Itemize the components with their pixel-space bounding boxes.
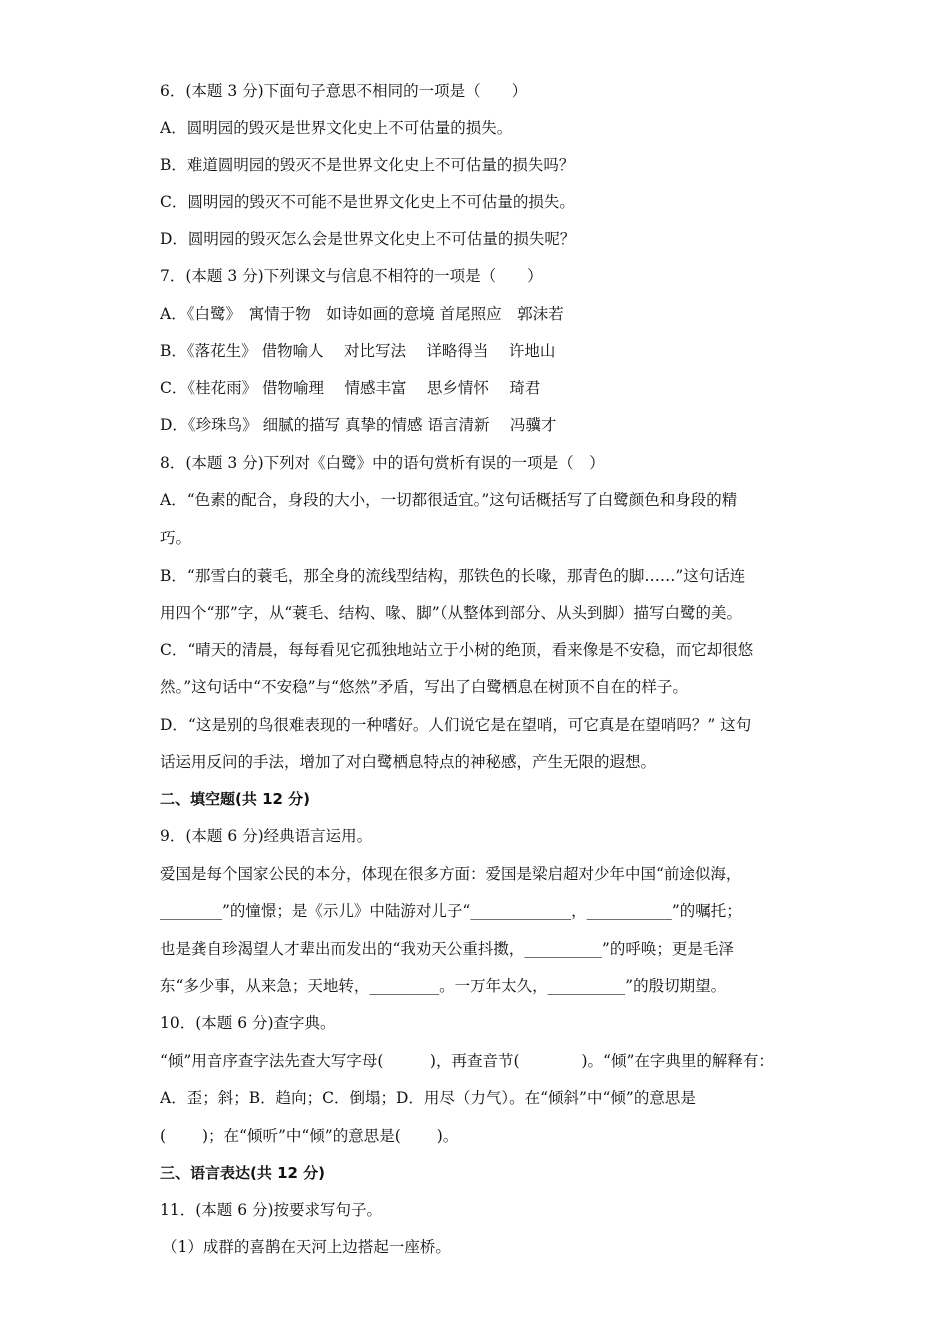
question-9-body-line-3: 也是龚自珍渴望人才辈出而发出的“我劝天公重抖擞，__________”的呼唤；更是毛泽 [160,940,734,958]
question-7-stem: 7．(本题 3 分)下列课文与信息不相符的一项是（ ） [160,267,543,285]
question-8-option-d-line-2: 话运用反问的手法，增加了对白鹭栖息特点的神秘感，产生无限的遐想。 [160,753,657,771]
section-2-heading: 二、填空题(共 12 分) [160,790,311,808]
question-8-option-c-line-1: C．“晴天的清晨，每每看见它孤独地站立于小树的绝顶，看来像是不安稳，而它却很悠 [160,641,754,659]
question-8-option-b-line-2: 用四个“那”字，从“蓑毛、结构、喙、脚”（从整体到部分、从头到脚）描写白鹭的美。 [160,604,742,622]
question-11-item-1: （1）成群的喜鹊在天河上边搭起一座桥。 [162,1238,451,1256]
question-6-option-a: A．圆明园的毁灭是世界文化史上不可估量的损失。 [160,119,513,137]
question-10-stem: 10．(本题 6 分)查字典。 [160,1014,336,1032]
question-7-option-c: C．《桂花雨》 借物喻理 情感丰富 思乡情怀 琦君 [160,379,541,397]
question-9-body-line-4: 东“多少事，从来急；天地转，_________。一万年太久，__________”的殷切期望。 [160,977,727,995]
question-8-option-c-line-2: 然。”这句话中“不安稳”与“悠然”矛盾，写出了白鹭栖息在树顶不自在的样子。 [160,678,688,696]
question-10-body-line-3: ( )；在“倾听”中“倾”的意思是( )。 [160,1127,459,1145]
question-8-option-a-line-1: A．“色素的配合，身段的大小，一切都很适宜。”这句话概括写了白鹭颜色和身段的精 [160,491,738,509]
question-8-option-b-line-1: B．“那雪白的蓑毛，那全身的流线型结构，那铁色的长喙，那青色的脚……”这句话连 [160,567,746,585]
question-6-stem: 6．(本题 3 分)下面句子意思不相同的一项是（ ） [160,82,528,100]
question-11-stem: 11．(本题 6 分)按要求写句子。 [160,1201,383,1219]
question-9-body-line-1: 爱国是每个国家公民的本分，体现在很多方面：爱国是梁启超对少年中国“前途似海， [160,865,742,883]
section-3-heading: 三、语言表达(共 12 分) [160,1164,326,1182]
question-6-option-b: B．难道圆明园的毁灭不是世界文化史上不可估量的损失吗？ [160,156,575,174]
question-6-option-c: C．圆明园的毁灭不可能不是世界文化史上不可估量的损失。 [160,193,575,211]
question-9-body-line-2: ________”的憧憬；是《示儿》中陆游对儿子“_____________，___________”的嘱托； [160,902,742,920]
question-7-option-b: B．《落花生》 借物喻人 对比写法 详略得当 许地山 [160,342,556,360]
question-7-option-d: D．《珍珠鸟》 细腻的描写 真挚的情感 语言清新 冯骥才 [160,416,557,434]
question-8-option-a-line-2: 巧。 [160,529,192,547]
question-7-option-a: A．《白鹭》 寓情于物 如诗如画的意境 首尾照应 郭沫若 [160,305,564,323]
question-8-stem: 8．(本题 3 分)下列对《白鹭》中的语句赏析有误的一项是（ ） [160,454,605,472]
question-9-stem: 9．(本题 6 分)经典语言运用。 [160,827,373,845]
question-10-body-line-1: “倾”用音序查字法先查大写字母( )，再查音节( )。“倾”在字典里的解释有： [160,1052,774,1070]
question-10-body-line-2: A．歪；斜；B．趋向；C．倒塌；D．用尽（力气）。在“倾斜”中“倾”的意思是 [160,1089,696,1107]
question-8-option-d-line-1: D．“这是别的鸟很难表现的一种嗜好。人们说它是在望哨，可它真是在望哨吗？” 这句 [160,716,752,734]
question-6-option-d: D．圆明园的毁灭怎么会是世界文化史上不可估量的损失呢？ [160,230,576,248]
